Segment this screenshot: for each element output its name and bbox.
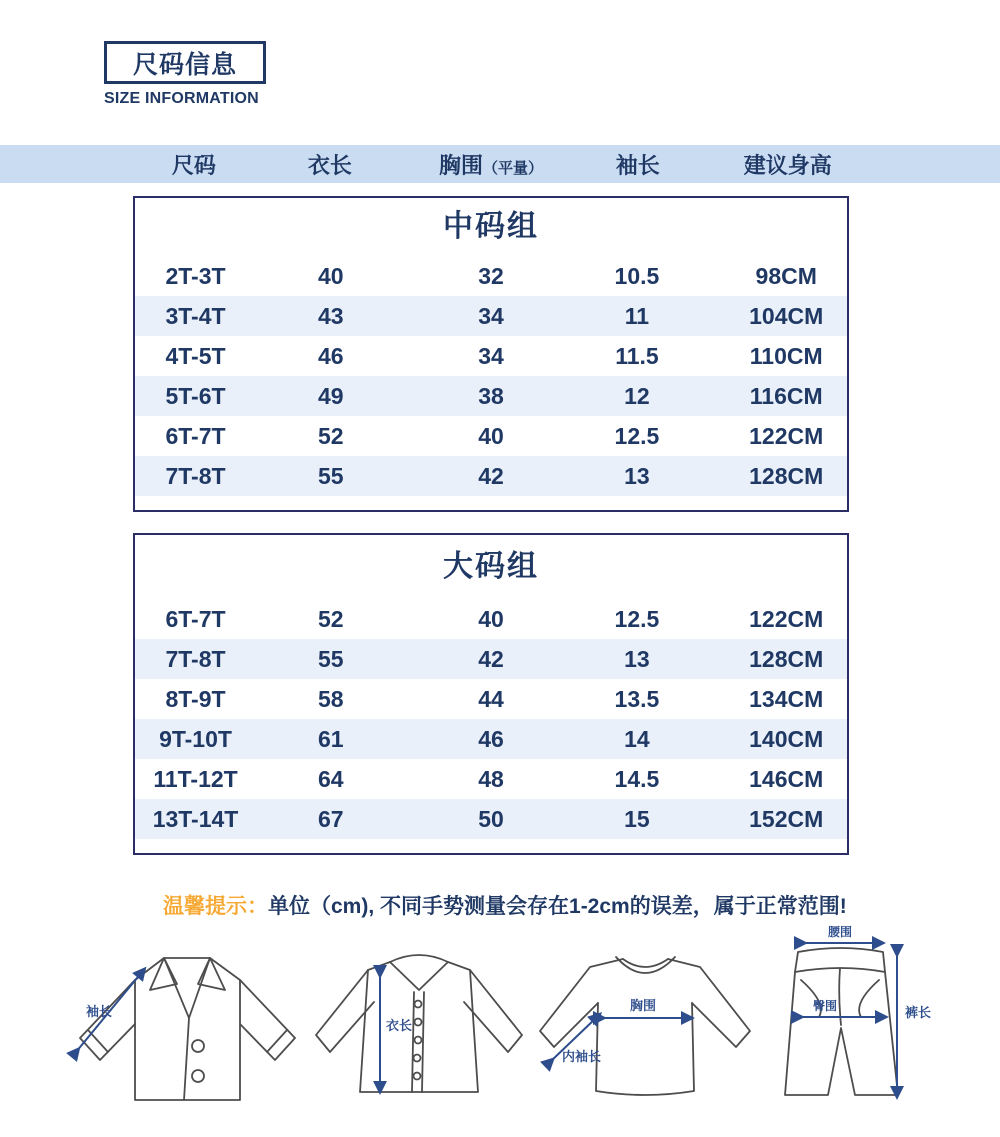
page-subtitle: SIZE INFORMATION: [104, 90, 259, 107]
cell-chest: 34: [478, 342, 504, 369]
cell-chest: 32: [478, 262, 504, 289]
cell-chest: 40: [478, 422, 504, 449]
cell-height: 104CM: [749, 302, 824, 329]
sleeve-length-label: 袖长: [86, 1004, 113, 1019]
cell-chest: 42: [478, 462, 504, 489]
table-row: [135, 639, 847, 679]
column-header-size: 尺码: [171, 152, 216, 178]
cell-length: 58: [317, 685, 344, 712]
column-header-length: 衣长: [307, 152, 352, 178]
cell-size: 7T-8T: [165, 462, 226, 489]
cell-size: 13T-14T: [152, 805, 239, 832]
cell-height: 134CM: [749, 685, 824, 712]
cell-size: 9T-10T: [159, 725, 232, 752]
size-rows: [135, 599, 847, 839]
column-header-height: 建议身高: [743, 152, 832, 178]
jacket-diagram: [60, 938, 310, 1128]
cell-chest: 50: [478, 805, 504, 832]
table-row: [135, 679, 847, 719]
column-header-chest: 胸围（平量）: [438, 152, 543, 178]
cell-chest: 46: [478, 725, 504, 752]
column-header-chest-note: （平量）: [482, 159, 543, 177]
table-row: [135, 759, 847, 799]
cell-height: 152CM: [749, 805, 824, 832]
cell-height: 98CM: [755, 262, 817, 289]
table-row: [135, 376, 847, 416]
table-row: [135, 599, 847, 639]
table-row: [135, 719, 847, 759]
cell-chest: 34: [478, 302, 504, 329]
cell-length: 67: [317, 805, 344, 832]
cell-size: 8T-9T: [165, 685, 226, 712]
cell-chest: 44: [478, 685, 504, 712]
cell-size: 7T-8T: [165, 645, 226, 672]
size-table-header: [0, 145, 1000, 183]
table-row: [135, 256, 847, 296]
cell-height: 122CM: [749, 422, 824, 449]
cell-height: 146CM: [749, 765, 824, 792]
cell-sleeve: 14.5: [614, 765, 660, 792]
table-row: [135, 336, 847, 376]
chest-width-label: 胸围: [630, 998, 657, 1013]
cell-sleeve: 14: [624, 725, 650, 752]
warm-tip: [163, 890, 847, 920]
cell-length: 55: [317, 462, 344, 489]
cell-height: 128CM: [749, 645, 824, 672]
cell-sleeve: 12.5: [614, 422, 660, 449]
cell-sleeve: 11.5: [615, 342, 659, 369]
cell-length: 55: [317, 645, 344, 672]
cell-sleeve: 13.5: [614, 685, 660, 712]
table-row: [135, 456, 847, 496]
cell-size: 3T-4T: [165, 302, 226, 329]
inner-sleeve-label: 内袖长: [562, 1049, 602, 1064]
cell-size: 6T-7T: [165, 605, 226, 632]
shirt-outline: [316, 955, 522, 1092]
waist-label: 腰围: [828, 925, 853, 939]
tee-outline: [540, 957, 750, 1095]
cell-length: 46: [317, 342, 344, 369]
tee-diagram: [528, 945, 763, 1100]
cell-length: 49: [317, 382, 344, 409]
size-rows: [135, 256, 847, 496]
cell-sleeve: 12.5: [614, 605, 660, 632]
column-header-sleeve: 袖长: [615, 152, 660, 178]
cell-height: 122CM: [749, 605, 824, 632]
cell-sleeve: 13: [624, 645, 650, 672]
group-title: 大码组: [443, 550, 539, 583]
shirt-diagram: [308, 940, 530, 1105]
cell-sleeve: 15: [624, 805, 650, 832]
page-title: 尺码信息: [132, 50, 237, 79]
cell-length: 43: [317, 302, 344, 329]
pants-length-label: 裤长: [905, 1005, 932, 1020]
cell-size: 5T-6T: [165, 382, 226, 409]
cell-length: 52: [317, 422, 344, 449]
jacket-outline: [80, 958, 295, 1100]
size-group-card-large: [133, 533, 849, 855]
cell-chest: 48: [478, 765, 504, 792]
group-title: 中码组: [443, 210, 539, 243]
garment-length-label: 衣长: [386, 1018, 413, 1033]
cell-height: 116CM: [749, 382, 823, 409]
table-row: [135, 416, 847, 456]
pants-diagram: [765, 925, 935, 1110]
cell-chest: 40: [478, 605, 504, 632]
cell-length: 61: [317, 725, 344, 752]
cell-height: 140CM: [749, 725, 824, 752]
size-group-card-medium: [133, 196, 849, 512]
cell-height: 110CM: [749, 342, 823, 369]
cell-sleeve: 12: [624, 382, 650, 409]
cell-sleeve: 11: [624, 302, 650, 329]
cell-size: 11T-12T: [153, 765, 238, 792]
warm-tip-label: 温馨提示：: [163, 895, 268, 918]
cell-size: 6T-7T: [165, 422, 226, 449]
pants-outline: [785, 948, 898, 1095]
cell-chest: 42: [478, 645, 504, 672]
hip-label: 臀围: [813, 999, 838, 1013]
cell-size: 4T-5T: [165, 342, 226, 369]
table-row: [135, 296, 847, 336]
cell-chest: 38: [478, 382, 504, 409]
cell-height: 128CM: [749, 462, 824, 489]
table-row: [135, 799, 847, 839]
cell-sleeve: 10.5: [614, 262, 660, 289]
cell-size: 2T-3T: [165, 262, 226, 289]
page-title-box: [104, 41, 266, 84]
cell-length: 40: [317, 262, 344, 289]
warm-tip-text: 单位（cm), 不同手势测量会存在1-2cm的误差，属于正常范围!: [268, 895, 847, 918]
cell-sleeve: 13: [624, 462, 650, 489]
cell-length: 52: [317, 605, 344, 632]
cell-length: 64: [317, 765, 344, 792]
